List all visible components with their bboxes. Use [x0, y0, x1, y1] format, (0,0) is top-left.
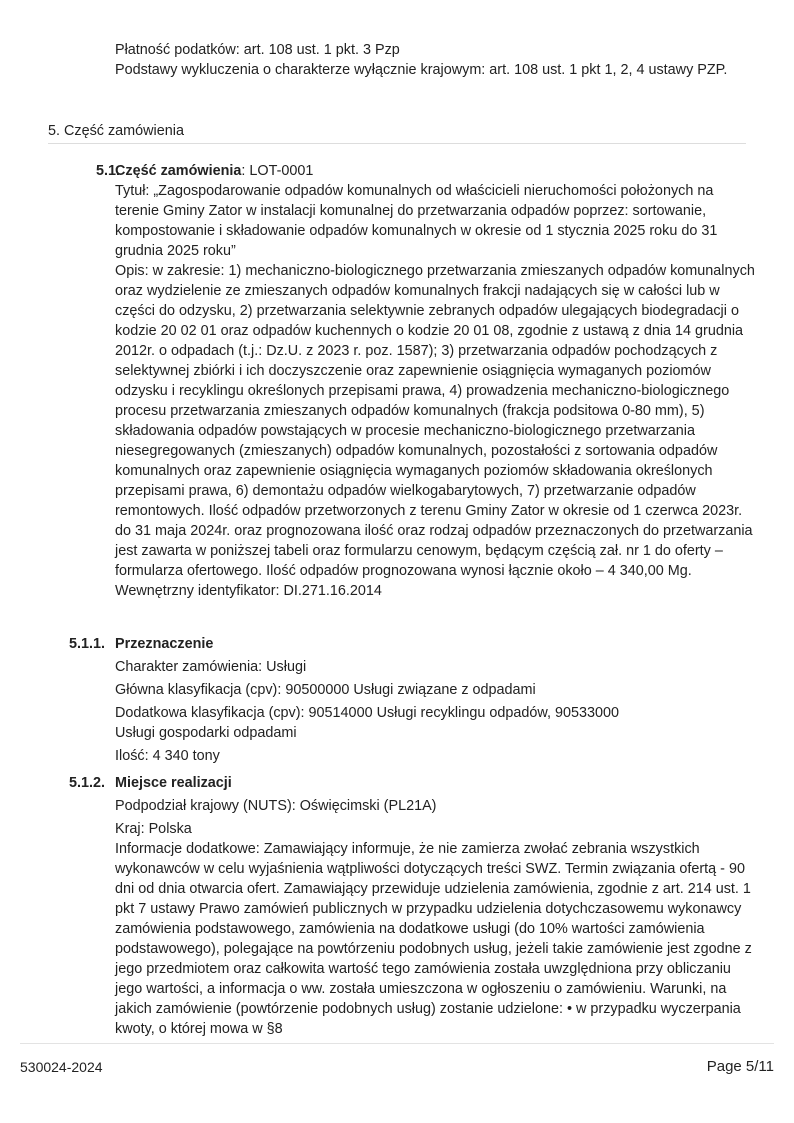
subsection-body	[115, 161, 755, 601]
purpose-heading: Przeznaczenie	[115, 636, 214, 652]
subsection-number: 5.1.1.	[68, 636, 105, 652]
additional-cpv: Dodatkowa klasyfikacja (cpv): 90514000 Usługi recyklingu odpadów, 90533000 Usługi gospodarki odpadami	[115, 705, 619, 741]
subsection-number: 5.1.2.	[68, 775, 105, 791]
tax-exclusion-block	[115, 40, 755, 80]
page-number: Page 5/11	[706, 1058, 774, 1075]
lot-description: Opis: w zakresie: 1) mechaniczno-biologicznego przetwarzania zmieszanych odpadów komunalnych oraz wydzielenie ze zmieszanych odpadów komunalnych frakcji nadających się w całości lub w części do odzysku, 2) przetwarzania selektywnie zebranych odpadów ulegających biodegradacji o kodzie 20 02 01 oraz odpadów kuchennych o kodzie 20 01 08, zgodnie z ustawą z dnia 14 grudnia 2012r. o odpadach (t.j.: Dz.U. z 2023 r. poz. 1587); 3) przetwarzania odpadów pochodzących z selektywnej zbiórki i ich doczyszczenie oraz zapewnienie osiągnięcia wymaganych poziomów odzysku i recyklingu określonych przepisami prawa, 4) prowadzenia mechaniczno-biologicznego procesu przetwarzania zmieszanych odpadów komunalnych (frakcja podsitowa 0-80 mm), 5) składowania odpadów powstających w procesie mechaniczno-biologicznego przetwarzania niesegregowanych (zmieszanych) odpadów komunalnych, pozostałości z sortowania odpadów komunalnych oraz zapewnienie osiągnięcia wymaganych poziomów składowania określonych przepisami prawa, 6) demontażu odpadów wielkogabarytowych, 7) przetwarzanie odpadów remontowych. Ilość odpadów przetworzonych z terenu Gminy Zator w okresie od 1 czerwca 2023r. do 31 maja 2024r. oraz prognozowana ilość oraz rodzaj odpadów przeznaczonych do przetwarzania jest zawarta w poniższej tabeli oraz formularzu cenowym, będącym częścią zał. nr 1 do oferty – formularza ofertowego. Ilość odpadów prognozowana wynosi łącznie około – 4 340,00 Mg.	[115, 263, 755, 579]
lot-label: Część zamówienia	[115, 163, 242, 179]
lot-line	[115, 161, 755, 181]
lot-value: : LOT-0001	[241, 163, 314, 179]
lot-title: Tytuł: „Zagospodarowanie odpadów komunalnych od właścicieli nieruchomości położonych na terenie Gminy Zator w instalacji komunalnej do przetwarzania odpadów poprzez: sortowanie, kompostowanie i składowanie odpadów komunalnych w okresie od 1 stycznia 2025 roku do 31 grudnia 2025 roku”	[115, 183, 718, 259]
additional-info: Informacje dodatkowe: Zamawiający informuje, że nie zamierza zwołać zebrania wszystkich wykonawców w celu wyjaśnienia wątpliwości dotyczących treści SWZ. Termin związania ofertą - 90 dni od dnia otwarcia ofert. Zamawiający przewiduje udzielenia zamówienia, zgodnie z art. 214 ust. 1 pkt 7 ustawy Prawo zamówień publicznych w przypadku udzielenia dotychczasowemu wykonawcy zamówienia podstawowego, zamówienia na dodatkowe usługi (do 10% wartości zamówienia podstawowego), polegające na powtórzeniu podobnych usług, jeżeli takie zamówienie jest zgodne z jego przedmiotem oraz całkowita wartość tego zamówienia została uwzględniona przy obliczaniu jego wartości, a informacja o ww. została umieszczona w ogłoszeniu o zamówieniu. Warunki, na jakich zamówienie (powtórzenie podobnych usług) zostanie udzielone: • w przypadku wyczerpania kwoty, o której mowa w §8	[115, 841, 752, 1037]
section-5-heading: 5. Część zamówienia	[48, 121, 746, 144]
nuts-subdivision: Podpodział krajowy (NUTS): Oświęcimski (PL21A)	[115, 798, 437, 814]
quantity: Ilość: 4 340 tony	[115, 748, 220, 764]
contract-type: Charakter zamówienia: Usługi	[115, 659, 307, 675]
place-heading: Miejsce realizacji	[115, 775, 232, 791]
subsection-number: 5.1.	[95, 163, 120, 179]
notice-number: 530024-2024	[20, 1059, 103, 1075]
subsection-body	[115, 773, 755, 1039]
country: Kraj: Polska	[115, 821, 192, 837]
subsection-body	[115, 634, 755, 766]
footer-divider	[20, 1043, 774, 1044]
main-cpv: Główna klasyfikacja (cpv): 90500000 Usługi związane z odpadami	[115, 682, 536, 698]
tax-payment-line: Płatność podatków: art. 108 ust. 1 pkt. 3 Pzp	[115, 42, 400, 58]
internal-identifier: Wewnętrzny identyfikator: DI.271.16.2014	[115, 583, 382, 599]
national-exclusion-line: Podstawy wykluczenia o charakterze wyłącznie krajowym: art. 108 ust. 1 pkt 1, 2, 4 ustawy PZP.	[115, 62, 728, 78]
